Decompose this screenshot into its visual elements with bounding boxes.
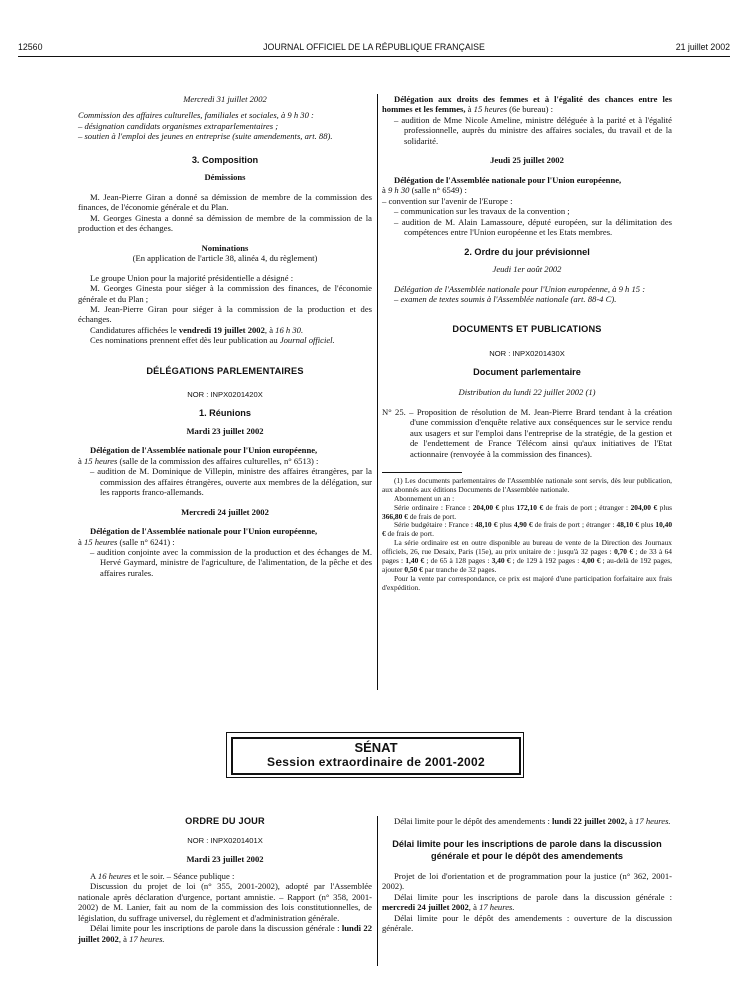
section-date: Mercredi 31 juillet 2002 [183, 94, 267, 104]
paragraph: M. Jean-Pierre Giran a donné sa démission de membre de la commission des finances, de l'économie générale et du Plan. [78, 191, 372, 213]
delegation-name: Délégation de l'Assemblée nationale pour l'Union européenne, [90, 445, 318, 456]
senat-box [231, 737, 521, 775]
page-header [18, 42, 730, 57]
paragraph: A 16 heures et le soir. – Séance publique : [90, 870, 235, 881]
column-divider [377, 94, 378, 690]
subsection-heading: Démissions [204, 172, 246, 183]
delegation-name: Délégation de l'Assemblée nationale pour l'Union européenne, [394, 174, 622, 185]
paragraph: M. Georges Ginesta pour siéger à la commission des finances, de l'économie générale et du Plan ; [78, 283, 372, 304]
nor-reference: NOR : INPX0201430X [489, 348, 565, 358]
senat-title: SÉNAT [354, 740, 398, 755]
agenda-item: – audition de M. Dominique de Villepin, ministre des affaires étrangères, par la commission des affaires étrangères, ouverte aux membres de la délégation, sur les rapports franco-allemands. [90, 466, 372, 498]
subsection-heading: Nominations [201, 242, 249, 253]
agenda-item: – audition de Mme Nicole Ameline, ministre déléguée à la parité et à l'égalité professionnelle, auprès du ministre des affaires sociales, du travail et de la solidarité. [394, 114, 672, 146]
agenda-item: – convention sur l'avenir de l'Europe : [382, 195, 513, 206]
section-heading: 1. Réunions [198, 408, 252, 419]
agenda-item: – communication sur les travaux de la convention ; [394, 206, 570, 217]
journal-title: JOURNAL OFFICIEL DE LA RÉPUBLIQUE FRANÇAISE [263, 42, 485, 52]
footnote-paragraph: La série ordinaire est en outre disponible au bureau de vente de la Direction des Journaux officiels, 26, rue Desaix, Paris (15e), au prix unitaire de : jusqu'à 32 pages : 0,70 € ; de 33 à 64 pages : 1,40 € ; de 65 à 128 pages : 3,40 € ; de 129 à 192 pages : 4,00 € ; au-delà de 192 pages, ajouter 0,50 € par tranche de 32 pages. [382, 538, 673, 574]
agenda-item: – audition de M. Alain Lamassoure, député européen, sur la délimitation des compétences entre l'Union européenne et les Etats membres. [394, 216, 672, 238]
section-title: DÉLÉGATIONS PARLEMENTAIRES [146, 365, 304, 376]
footnote [382, 477, 672, 592]
paragraph: M. Jean-Pierre Giran pour siéger à la commission de la production et des échanges. [78, 304, 372, 325]
paragraph: Délai limite pour le dépôt des amendements : ouverture de la discussion générale. [382, 912, 672, 934]
footnote-paragraph: Pour la vente par correspondance, ce prix est majoré d'une participation forfaitaire aux frais d'expédition. [382, 573, 672, 592]
distribution-line: Distribution du lundi 22 juillet 2002 (1) [458, 387, 596, 398]
document-entry: N° 25. – Proposition de résolution de M. Jean-Pierre Brard tendant à la création d'une commission d'enquête relative aux conséquences sur le service rendu aux usagers et sur l'emploi dans l'entreprise de la stratégie, de la gestion et de l'endettement de France Télécom ainsi qu'aux initiatives de l'Etat actionnaire (renvoyée à la commission des finances). [382, 406, 672, 459]
right-column [382, 94, 672, 592]
paragraph: Ces nominations prennent effet dès leur publication au Journal officiel. [90, 335, 335, 346]
section-date: Mardi 23 juillet 2002 [186, 854, 264, 865]
delegation-name: Délégation de l'Assemblée nationale pour l'Union européenne, [90, 526, 318, 537]
section-heading: 3. Composition [191, 154, 259, 165]
senat-left-column [78, 816, 372, 944]
nor-reference: NOR : INPX0201401X [187, 836, 263, 846]
footnote-rule [382, 472, 462, 473]
section-date: Mardi 23 juillet 2002 [186, 425, 264, 436]
section-date: Mercredi 24 juillet 2002 [181, 506, 269, 517]
footnote-paragraph: Abonnement un an : [394, 493, 455, 503]
agenda-item: – soutien à l'emploi des jeunes en entreprise (suite amendements, art. 88). [78, 131, 333, 142]
section-heading: Document parlementaire [473, 366, 581, 377]
nor-reference: NOR : INPX0201420X [187, 390, 263, 400]
paragraph: M. Georges Ginesta a donné sa démission de membre de la commission de la production et des échanges. [78, 212, 372, 234]
commission-line: Commission des affaires culturelles, familiales et sociales, à 9 h 30 : [78, 110, 314, 121]
subsection-note: (En application de l'article 38, alinéa 4, du règlement) [132, 253, 318, 264]
paragraph: Délai limite pour les inscriptions de parole dans la discussion générale : mercredi 24 juillet 2002, à 17 heures. [382, 891, 672, 913]
meeting-info: à 15 heures (salle n° 6241) : [78, 536, 175, 547]
delegation-name: Délégation aux droits des femmes et à l'égalité des chances entre les hommes et les femmes, à 15 heures (6e bureau) : [382, 94, 672, 115]
delegation-name: Délégation de l'Assemblée nationale pour l'Union européenne, à 9 h 15 : [394, 283, 646, 294]
senat-right-column [382, 816, 672, 934]
left-column [78, 94, 372, 578]
section-title: DOCUMENTS ET PUBLICATIONS [452, 324, 602, 335]
footnote-paragraph: Série budgétaire : France : 48,10 € plus 4,90 € de frais de port ; étranger : 48,10 € plus 10,40 € de frais de port. [382, 520, 673, 539]
agenda-item: – audition conjointe avec la commission de la production et des échanges de M. Hervé Gaymard, ministre de l'agriculture, de l'alimentation, de la pêche et des affaires rurales. [90, 546, 372, 578]
meeting-info: à 15 heures (salle de la commission des affaires culturelles, n° 6513) : [78, 455, 319, 466]
paragraph: Le groupe Union pour la majorité présidentielle a désigné : [90, 272, 294, 283]
section-heading: Délai limite pour les inscriptions de parole dans la discussion générale et pour le dépôt des amendements [392, 839, 662, 861]
paragraph: Discussion du projet de loi (n° 355, 2001-2002), adopté par l'Assemblée nationale après déclaration d'urgence, portant amnistie. – Rapport (n° 358, 2001-2002) de M. Lanier, fait au nom de la commission des lois constitutionnelles, de législation, du suffrage universel, du règlement et d'administration générale. [78, 881, 372, 923]
footnote-paragraph: (1) Les documents parlementaires de l'Assemblée nationale sont servis, dès leur publication, aux abonnés aux éditions Documents de l'Assemblée nationale. [382, 476, 672, 494]
page-number: 12560 [18, 42, 43, 52]
agenda-item: – désignation candidats organismes extraparlementaires ; [78, 120, 279, 131]
meeting-info: à 9 h 30 (salle n° 6549) : [382, 185, 467, 196]
section-date: Jeudi 1er août 2002 [492, 264, 562, 275]
paragraph: Délai limite pour les inscriptions de parole dans la discussion générale : lundi 22 juillet 2002, à 17 heures. [78, 923, 372, 944]
issue-date: 21 juillet 2002 [675, 42, 730, 52]
section-heading: 2. Ordre du jour prévisionnel [464, 246, 590, 257]
agenda-item: – examen de textes soumis à l'Assemblée nationale (art. 88-4 C). [394, 294, 617, 304]
paragraph: Projet de loi d'orientation et de programmation pour la justice (n° 362, 2001-2002). [382, 870, 672, 892]
paragraph: Candidatures affichées le vendredi 19 juillet 2002, à 16 h 30. [90, 324, 304, 335]
footnote-paragraph: Série ordinaire : France : 204,00 € plus 172,10 € de frais de port ; étranger : 204,00 € plus 366,80 € de frais de port. [382, 502, 672, 521]
section-title: ORDRE DU JOUR [185, 816, 265, 826]
section-date: Jeudi 25 juillet 2002 [490, 155, 564, 166]
column-divider [377, 816, 378, 966]
paragraph: Délai limite pour le dépôt des amendements : lundi 22 juillet 2002, à 17 heures. [394, 816, 671, 826]
senat-subtitle: Session extraordinaire de 2001-2002 [267, 755, 485, 769]
